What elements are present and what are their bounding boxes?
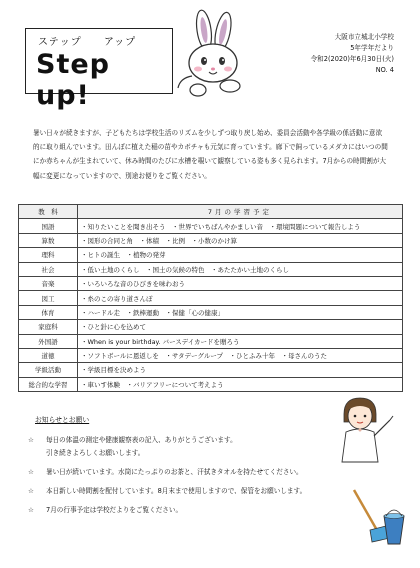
rabbit-mascot-icon	[168, 8, 254, 100]
table-row	[19, 262, 403, 276]
issue-number: NO. 4	[375, 66, 394, 74]
content-cell: ・ハードル走 ・鉄棒運動 ・保健「心の健康」	[78, 305, 403, 319]
schedule-table	[18, 204, 403, 392]
table-row	[19, 377, 403, 391]
subject-cell: 家庭科	[19, 320, 78, 334]
header-subject: 教 科	[19, 205, 78, 219]
schedule-header-row	[19, 205, 403, 219]
newsletter-name: 5年学年だより	[350, 44, 394, 52]
content-cell: ・車いす体験 ・バリアフリーについて考えよう	[78, 377, 403, 391]
subject-cell: 体育	[19, 305, 78, 319]
newsletter-title: Step up!	[36, 49, 110, 111]
subject-cell: 理科	[19, 248, 78, 262]
subject-cell: 音楽	[19, 276, 78, 290]
subject-cell: 道徳	[19, 348, 78, 362]
school-info	[311, 32, 394, 76]
notice-line: 本日新しい時間割を配付しています。8月末まで使用しますので、保管をお願いします。	[46, 487, 307, 495]
furigana-step: ステップ	[38, 37, 82, 48]
subject-cell: 社会	[19, 262, 78, 276]
notice-line: 引き続きよろしくお願いします。	[46, 449, 145, 457]
content-cell: ・When is your birthday. バースデイカードを贈ろう	[78, 334, 403, 348]
notice-item	[28, 434, 388, 460]
star-bullet-icon: ☆	[28, 487, 34, 495]
content-cell: ・ヒトの誕生 ・植物の発芽	[78, 248, 403, 262]
intro-paragraph: 暑い日々が続きますが、子どもたちは学校生活のリズムを少しずつ取り戻し始め、委員会活動や各学級の係活動に意欲的に取り組んでいます。田んぼに植えた稲の苗やカボチャも元気に育っています。廊下で飼っているメダカにはいつの間にか赤ちゃんが生まれていて、休み時間のたびに水槽を覗いて観察している姿も多く見られます。7月からの時間割が大幅に変更になっていますので、別途お便りをご覧ください。	[33, 129, 388, 180]
notice-list	[28, 434, 388, 523]
furigana-up: アップ	[103, 37, 137, 48]
subject-cell: 算数	[19, 233, 78, 247]
table-row	[19, 305, 403, 319]
content-cell: ・いろいろな音のひびきを味わおう	[78, 276, 403, 290]
school-name: 大阪市立城北小学校	[334, 33, 394, 41]
table-row	[19, 248, 403, 262]
star-bullet-icon: ☆	[28, 468, 34, 476]
subject-cell: 学級活動	[19, 363, 78, 377]
newsletter-title-box	[25, 28, 173, 111]
content-cell: ・糸のこの寄り道さんぽ	[78, 291, 403, 305]
mop-bucket-icon	[344, 486, 408, 546]
content-cell: ・低い土地のくらし ・国土の気候の特色 ・あたたかい土地のくらし	[78, 262, 403, 276]
table-row	[19, 291, 403, 305]
table-row	[19, 334, 403, 348]
notice-item	[28, 466, 388, 479]
notice-line: 暑い日が続いています。水筒にたっぷりのお茶と、汗拭きタオルを持たせてください。	[46, 468, 303, 476]
content-cell: ・図形の合同と角 ・体積 ・比例 ・小数のかけ算	[78, 233, 403, 247]
content-cell: ・ひと針に心を込めて	[78, 320, 403, 334]
table-row	[19, 276, 403, 290]
content-cell: ・知りたいことを聞き出そう ・世界でいちばんやかましい音 ・環境問題について報告しよう	[78, 219, 403, 233]
subject-cell: 外国語	[19, 334, 78, 348]
table-row	[19, 219, 403, 233]
content-cell: ・ソフトボールに恩返しを ・サタデーグループ ・ひとふみ十年 ・母さんのうた	[78, 348, 403, 362]
header-content: 7月の学習予定	[78, 205, 403, 219]
notice-heading: お知らせとお願い	[35, 416, 90, 424]
subject-cell: 国語	[19, 219, 78, 233]
notice-item	[28, 485, 388, 498]
star-bullet-icon: ☆	[28, 506, 34, 514]
title-furigana	[38, 33, 136, 48]
table-row	[19, 233, 403, 247]
subject-cell: 総合的な学習	[19, 377, 78, 391]
table-row	[19, 363, 403, 377]
table-row	[19, 348, 403, 362]
content-cell: ・学級目標を決めよう	[78, 363, 403, 377]
notice-line: 7月の行事予定は学校だよりをご覧ください。	[46, 506, 183, 514]
issue-date: 令和2(2020)年6月30日(火)	[310, 55, 394, 63]
table-row	[19, 320, 403, 334]
subject-cell: 図工	[19, 291, 78, 305]
notice-line: 毎日の体温の測定や健康観察表の記入、ありがとうございます。	[46, 436, 237, 444]
notice-item	[28, 504, 388, 517]
star-bullet-icon: ☆	[28, 436, 34, 444]
